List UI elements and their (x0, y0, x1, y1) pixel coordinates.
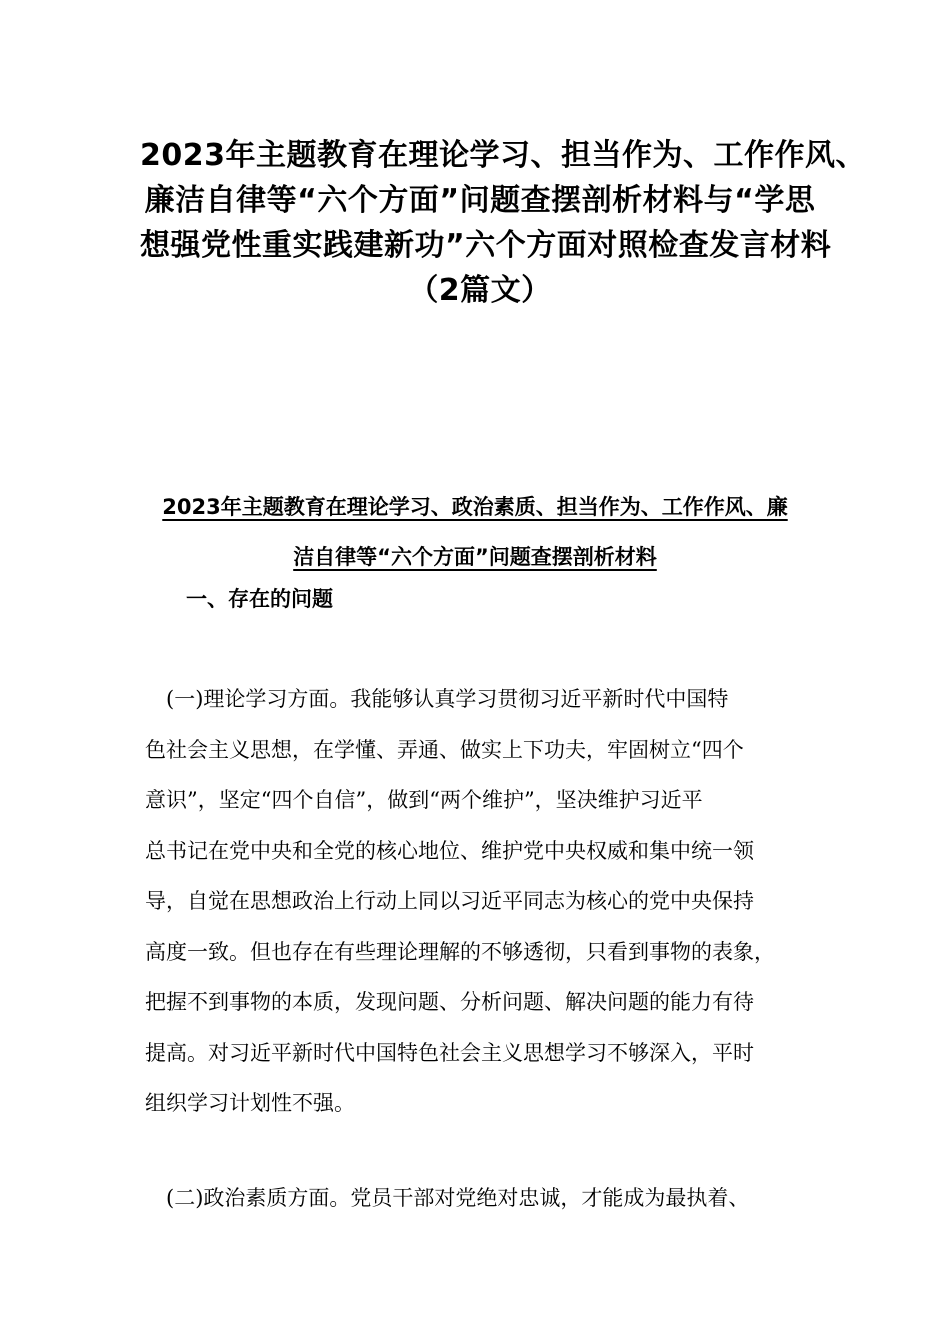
document-subtitle (140, 482, 810, 582)
title-line-1: 2023年主题教育在理论学习、担当作为、工作作风、 (140, 138, 866, 173)
paragraph-line: 总书记在党中央和全党的核心地位、维护党中央权威和集中统一领 (145, 838, 754, 863)
paragraph-line: 提高。对习近平新时代中国特色社会主义思想学习不够深入，平时 (145, 1040, 754, 1065)
paragraph-line: 色社会主义思想，在学懂、弄通、做实上下功夫，牢固树立“四个 (145, 737, 744, 762)
paragraph-line: 把握不到事物的本质，发现问题、分析问题、解决问题的能力有待 (145, 990, 754, 1014)
paragraph-theory-study (145, 674, 835, 1129)
paragraph-line: 导，自觉在思想政治上行动上同以习近平同志为核心的党中央保持 (145, 889, 754, 913)
title-line-3: 想强党性重实践建新功”六个方面对照检查发言材料 (140, 228, 832, 263)
title-line-2: 廉洁自律等“六个方面”问题查摆剖析材料与“学思 (144, 183, 816, 218)
subtitle-line-1: 2023年主题教育在理论学习、政治素质、担当作为、工作作风、廉 (162, 495, 788, 519)
paragraph-line: 意识”，坚定“四个自信”，做到“两个维护”，坚决维护习近平 (145, 788, 703, 812)
paragraph-line: (二)政治素质方面。党员干部对党绝对忠诚，才能成为最执着、 (145, 1186, 750, 1210)
paragraph-line: 高度一致。但也存在有些理论理解的不够透彻，只看到事物的表象， (145, 939, 775, 964)
paragraph-political-quality (145, 1173, 835, 1224)
document-title (140, 133, 866, 313)
section-heading: 一、存在的问题 (186, 587, 333, 611)
title-line-4: （2篇文） (408, 273, 552, 308)
subtitle-line-2: 洁自律等“六个方面”问题查摆剖析材料 (293, 545, 657, 569)
paragraph-line: 组织学习计划性不强。 (145, 1091, 355, 1115)
paragraph-line: (一)理论学习方面。我能够认真学习贯彻习近平新时代中国特 (145, 687, 729, 711)
